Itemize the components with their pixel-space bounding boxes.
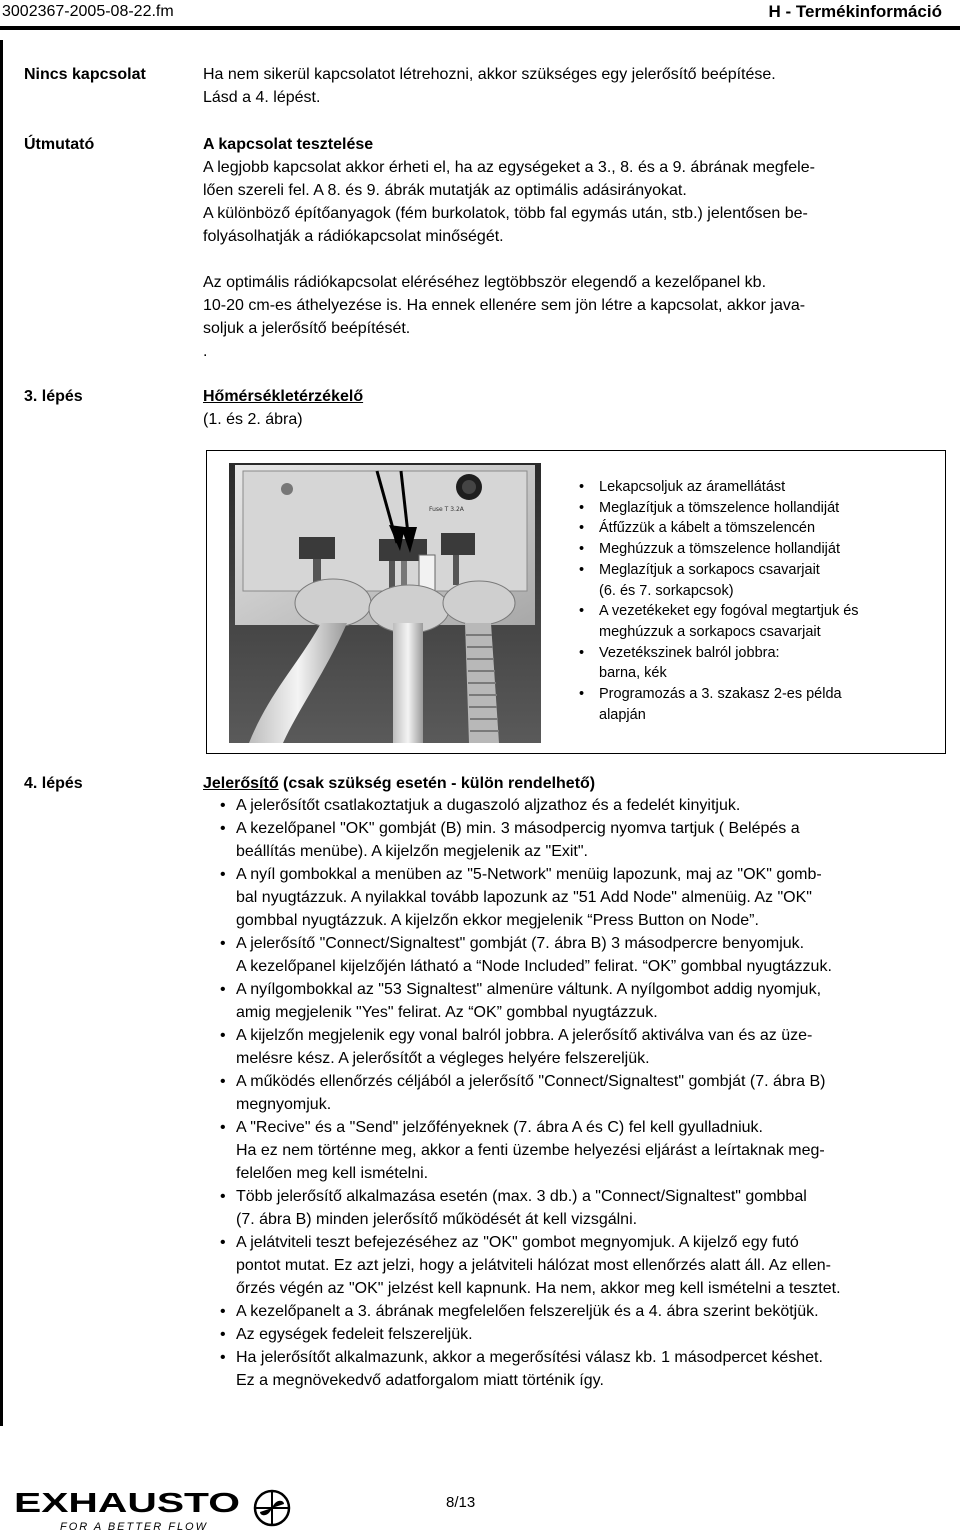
margin-rule — [0, 40, 3, 1426]
step4-title-rest: (csak szükség esetén - külön rendelhető) — [278, 775, 596, 792]
list-item-continuation: (6. és 7. sorkapcsok) — [599, 582, 734, 599]
step4-title: Jelerősítő — [203, 775, 279, 792]
list-item: • Vezetékszinek balról jobbra: — [579, 644, 780, 661]
header-rule — [0, 26, 960, 30]
brand-name: EXHAUSTO — [14, 1488, 240, 1518]
text-line: . — [203, 343, 208, 360]
list-item: • A nyíl gombokkal a menüben az "5-Network" menüig lapozunk, maj az "OK" gomb- bal nyugtázzuk. A nyilakkal tovább lapozunk az "51 Add Node" almenüig. Az "OK" gombbal nyugtázzuk. A kijelzőn ekkor megjelenik “Press Button on Node”. — [220, 866, 822, 929]
list-item: • Átfűzzük a kábelt a tömszelencén — [579, 520, 816, 537]
text-line: A legjobb kapcsolat akkor érheti el, ha az egységeket a 3., 8. és a 9. ábrának megfele- — [203, 159, 815, 176]
text-line: Lásd a 4. lépést. — [203, 89, 321, 106]
text-line: soljuk a jelerősítő beépítését. — [203, 320, 411, 337]
fuse-label: Fuse T 3.2A — [429, 506, 464, 513]
page-number: 8/13 — [446, 1494, 476, 1511]
list-item: • A nyílgombokkal az "53 Signaltest" almenüre váltunk. A nyílgombot addig nyomjuk, amig megjelenik "Yes" felirat. Az “OK” gombbal nyugtázzuk. — [220, 981, 822, 1021]
text-line: Az optimális rádiókapcsolat eléréséhez legtöbbször elegendő a kezelőpanel kb. — [203, 274, 767, 291]
no-connection-text — [203, 63, 953, 109]
step4-list — [208, 794, 960, 1392]
text-line: A különböző építőanyagok (fém burkolatok, több fal egymás után, stb.) jelentősen be- — [203, 205, 808, 222]
list-item: • Az egységek fedeleit felszereljük. — [220, 1326, 473, 1343]
list-item: • A jelerősítőt csatlakoztatjuk a dugaszoló aljzathoz és a fedelét kinyitjuk. — [220, 797, 741, 814]
list-item: • A kijelzőn megjelenik egy vonal balról jobbra. A jelerősítő aktiválva van és az üze- melésre kész. A jelerősítőt a végleges helyére felszereljük. — [220, 1027, 813, 1067]
step4-heading — [203, 772, 953, 795]
step3-heading — [203, 385, 953, 431]
list-item: • Több jelerősítő alkalmazása esetén (max. 3 db.) a "Connect/Signaltest" gombbal (7. ábra B) minden jelerősítő működését át kell vizsgálni. — [220, 1188, 807, 1228]
brand-tagline: FOR A BETTER FLOW — [60, 1521, 206, 1533]
text-line: Ha nem sikerül kapcsolatot létrehozni, akkor szükséges egy jelerősítő beépítése. — [203, 66, 776, 83]
guide-text — [203, 133, 953, 248]
list-item: • A kezelőpanelt a 3. ábrának megfelelően felszereljük és a 4. ábra szerint bekötjük. — [220, 1303, 819, 1320]
list-item: • Meglazítjuk a sorkapocs csavarjait — [579, 561, 820, 578]
step3-label: 3. lépés — [24, 388, 83, 405]
terminal-box-photo — [229, 463, 541, 743]
document-id: 3002367-2005-08-22.fm — [2, 3, 174, 20]
list-item: • A működés ellenőrzés céljából a jelerősítő "Connect/Signaltest" gombját (7. ábra B) megnyomjuk. — [220, 1073, 826, 1113]
step4-label: 4. lépés — [24, 775, 83, 792]
list-item-continuation: meghúzzuk a sorkapocs csavarjait — [599, 623, 821, 640]
text-line: 10-20 cm-es áthelyezése is. Ha ennek ellenére sem jön létre a kapcsolat, akkor java- — [203, 297, 806, 314]
step3-title: Hőmérsékletérzékelő — [203, 388, 364, 405]
step3-subtitle: (1. és 2. ábra) — [203, 411, 303, 428]
guide-title: A kapcsolat tesztelése — [203, 136, 374, 153]
list-item: • A kezelőpanel "OK" gombját (B) min. 3 másodpercig nyomva tartjuk ( Belépés a beállítás menübe). A kijelzőn megjelenik az "Exit". — [220, 820, 800, 860]
list-item: • Meglazítjuk a tömszelence hollandiját — [579, 499, 840, 516]
list-item: • Programozás a 3. szakasz 2-es példa — [579, 686, 842, 703]
list-item: • Meghúzzuk a tömszelence hollandiját — [579, 541, 840, 558]
list-item-continuation: barna, kék — [599, 665, 667, 682]
list-item-continuation: alapján — [599, 706, 646, 723]
list-item: • A vezetékeket egy fogóval megtartjuk és — [579, 603, 859, 620]
list-item: • A "Recive" és a "Send" jelzőfényeknek (7. ábra A és C) fel kell gyulladniuk. Ha ez nem történne meg, akkor a fenti üzembe helyezési eljárást a leírtaknak meg- felelően meg kell ismételni. — [220, 1119, 825, 1182]
guide-text-2 — [203, 271, 953, 363]
text-line: folyásolhatják a rádiókapcsolat minőségét. — [203, 228, 504, 245]
list-item: • A jelátviteli teszt befejezéséhez az "OK" gombot megnyomjuk. A kijelző egy futó pontot mutat. Ez azt jelzi, hogy a jelátviteli hálózat most ellenőrzés alatt áll. Az ellen- őrzés végén az "OK" jelzést kell kapnunk. Ha nem, akkor meg kell ismételni a tesztet. — [220, 1234, 841, 1297]
no-connection-label: Nincs kapcsolat — [24, 66, 146, 83]
section-title: H - Termékinformáció — [768, 2, 942, 21]
fan-icon — [255, 1491, 289, 1525]
guide-label: Útmutató — [24, 136, 95, 153]
list-item: • Lekapcsoljuk az áramellátást — [579, 479, 786, 495]
step3-instructions — [575, 477, 935, 725]
step3-figure — [206, 450, 946, 754]
text-line: lően szereli fel. A 8. és 9. ábrák mutatják az optimális adásirányokat. — [203, 182, 687, 199]
exhausto-logo — [14, 1488, 294, 1534]
list-item: • A jelerősítő "Connect/Signaltest" gombját (7. ábra B) 3 másodpercre benyomjuk. A kezelőpanel kijelzőjén látható a “Node Included” felirat. “OK” gombbal nyugtázzuk. — [220, 935, 832, 975]
list-item: • Ha jelerősítőt alkalmazunk, akkor a megerősítési válasz kb. 1 másodpercet késhet. Ez a megnövekedvő adatforgalom miatt történik így. — [220, 1349, 823, 1389]
